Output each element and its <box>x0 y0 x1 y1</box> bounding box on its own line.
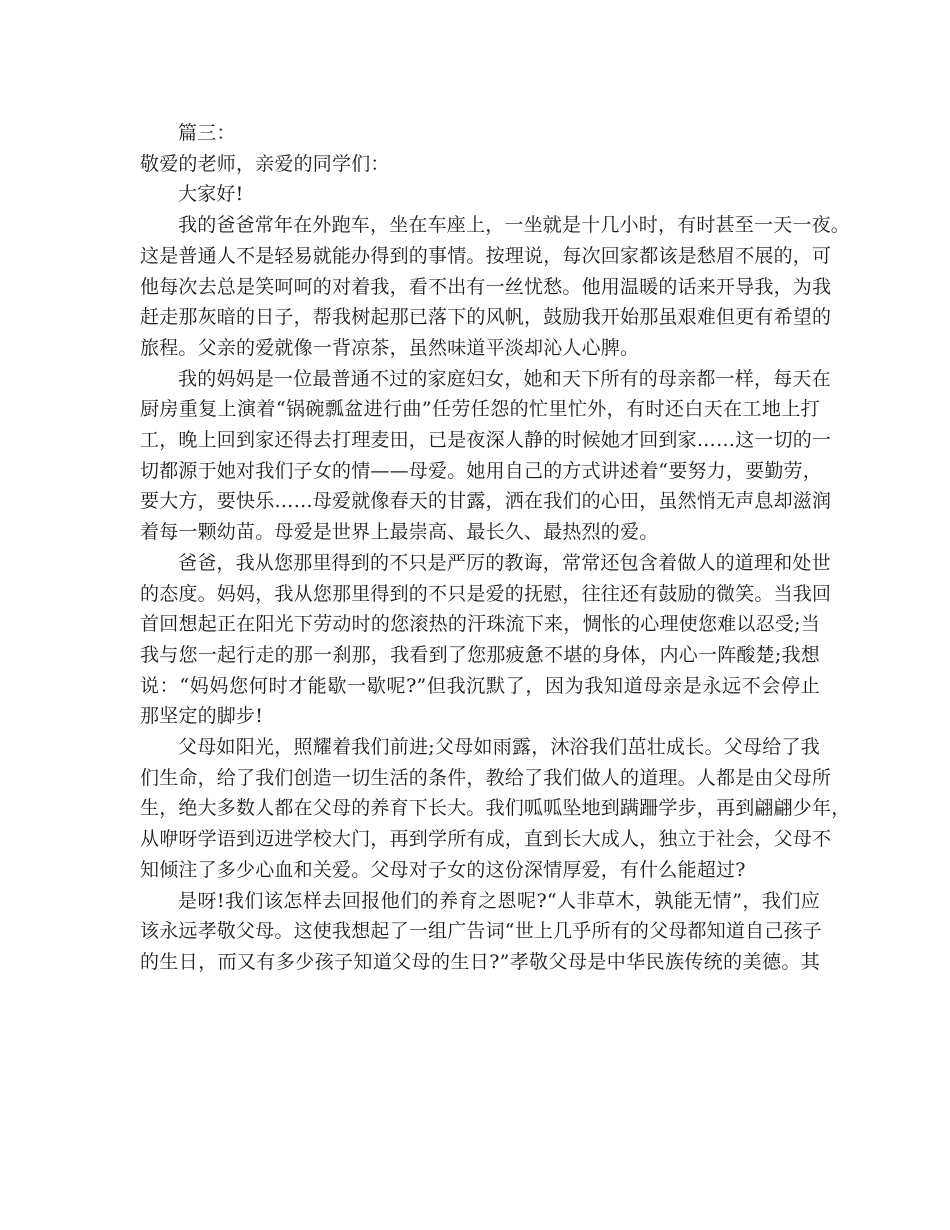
paragraph-line: 他每次去总是笑呵呵的对着我，看不出有一丝忧愁。他用温暖的话来开导我，为我 <box>140 275 832 298</box>
paragraph <box>140 364 832 548</box>
paragraph <box>140 210 851 364</box>
paragraph <box>140 886 820 978</box>
paragraph-line: 该永远孝敬父母。这使我想起了一组广告词“世上几乎所有的父母都知道自己孩子 <box>140 920 822 943</box>
paragraph-line: 爸爸，我从您那里得到的不只是严厉的教诲，常常还包含着做人的道理和处世 <box>178 551 831 574</box>
paragraph-line: 是呀!我们该怎样去回报他们的养育之恩呢?“人非草木，孰能无情”，我们应 <box>178 889 820 912</box>
paragraph-line: 说：“妈妈您何时才能歇一歇呢?”但我沉默了，因为我知道母亲是永远不会停止 <box>140 674 820 697</box>
paragraph <box>140 732 851 886</box>
paragraph-line: 父母如阳光，照耀着我们前进;父母如雨露，沐浴我们茁壮成长。父母给了我 <box>178 736 820 759</box>
paragraph-line: 我的妈妈是一位最普通不过的家庭妇女，她和天下所有的母亲都一样，每天在 <box>178 367 831 390</box>
paragraph-line: 旅程。父亲的爱就像一背凉茶，虽然味道平淡却沁人心脾。 <box>140 336 640 359</box>
paragraph-line: 要大方，要快乐……母爱就像春天的甘露，洒在我们的心田，虽然悄无声息却滋润 <box>140 490 832 513</box>
paragraph-line: 着每一颗幼苗。母爱是世界上最崇高、最长久、最热烈的爱。 <box>140 521 659 544</box>
paragraph <box>140 548 832 732</box>
paragraph-line: 我与您一起行走的那一刹那，我看到了您那疲惫不堪的身体，内心一阵酸楚;我想 <box>140 643 820 666</box>
paragraph-line: 切都源于她对我们子女的情——母爱。她用自己的方式讲述着“要努力，要勤劳， <box>140 459 822 482</box>
paragraph-line: 赶走那灰暗的日子，帮我树起那已落下的风帆，鼓励我开始那虽艰难但更有希望的 <box>140 306 832 329</box>
paragraph-line: 工，晚上回到家还得去打理麦田，已是夜深人静的时候她才回到家……这一切的一 <box>140 429 832 452</box>
paragraph-line: 们生命，给了我们创造一切生活的条件，教给了我们做人的道理。人都是由父母所 <box>140 766 832 789</box>
paragraph-line: 从咿呀学语到迈进学校大门，再到学所有成，直到长大成人，独立于社会，父母不 <box>140 828 832 851</box>
paragraph-line: 我的爸爸常年在外跑车，坐在车座上，一坐就是十几小时，有时甚至一天一夜。 <box>178 214 851 237</box>
paragraph-line: 首回想起正在阳光下劳动时的您滚热的汗珠流下来，惆怅的心理使您难以忍受;当 <box>140 613 820 636</box>
paragraph-line: 生，绝大多数人都在父母的养育下长大。我们呱呱坠地到蹒跚学步，再到翩翩少年， <box>140 797 851 820</box>
salutation: 敬爱的老师，亲爱的同学们： <box>140 152 390 175</box>
paragraph-line: 厨房重复上演着“锅碗瓢盆进行曲”任劳任怨的忙里忙外，有时还白天在工地上打 <box>140 398 820 421</box>
section-title: 篇三： <box>178 122 236 144</box>
greeting: 大家好! <box>178 183 244 206</box>
paragraph-line: 的态度。妈妈，我从您那里得到的不只是爱的抚慰，往往还有鼓励的微笑。当我回 <box>140 582 832 605</box>
paragraph-line: 的生日，而又有多少孩子知道父母的生日?”孝敬父母是中华民族传统的美德。其 <box>140 950 820 973</box>
paragraph-line: 那坚定的脚步! <box>140 705 264 728</box>
paragraph-line: 知倾注了多少心血和关爱。父母对子女的这份深情厚爱，有什么能超过? <box>140 858 746 881</box>
document-body <box>140 118 851 978</box>
paragraph-line: 这是普通人不是轻易就能办得到的事情。按理说，每次回家都该是愁眉不展的，可 <box>140 244 832 267</box>
